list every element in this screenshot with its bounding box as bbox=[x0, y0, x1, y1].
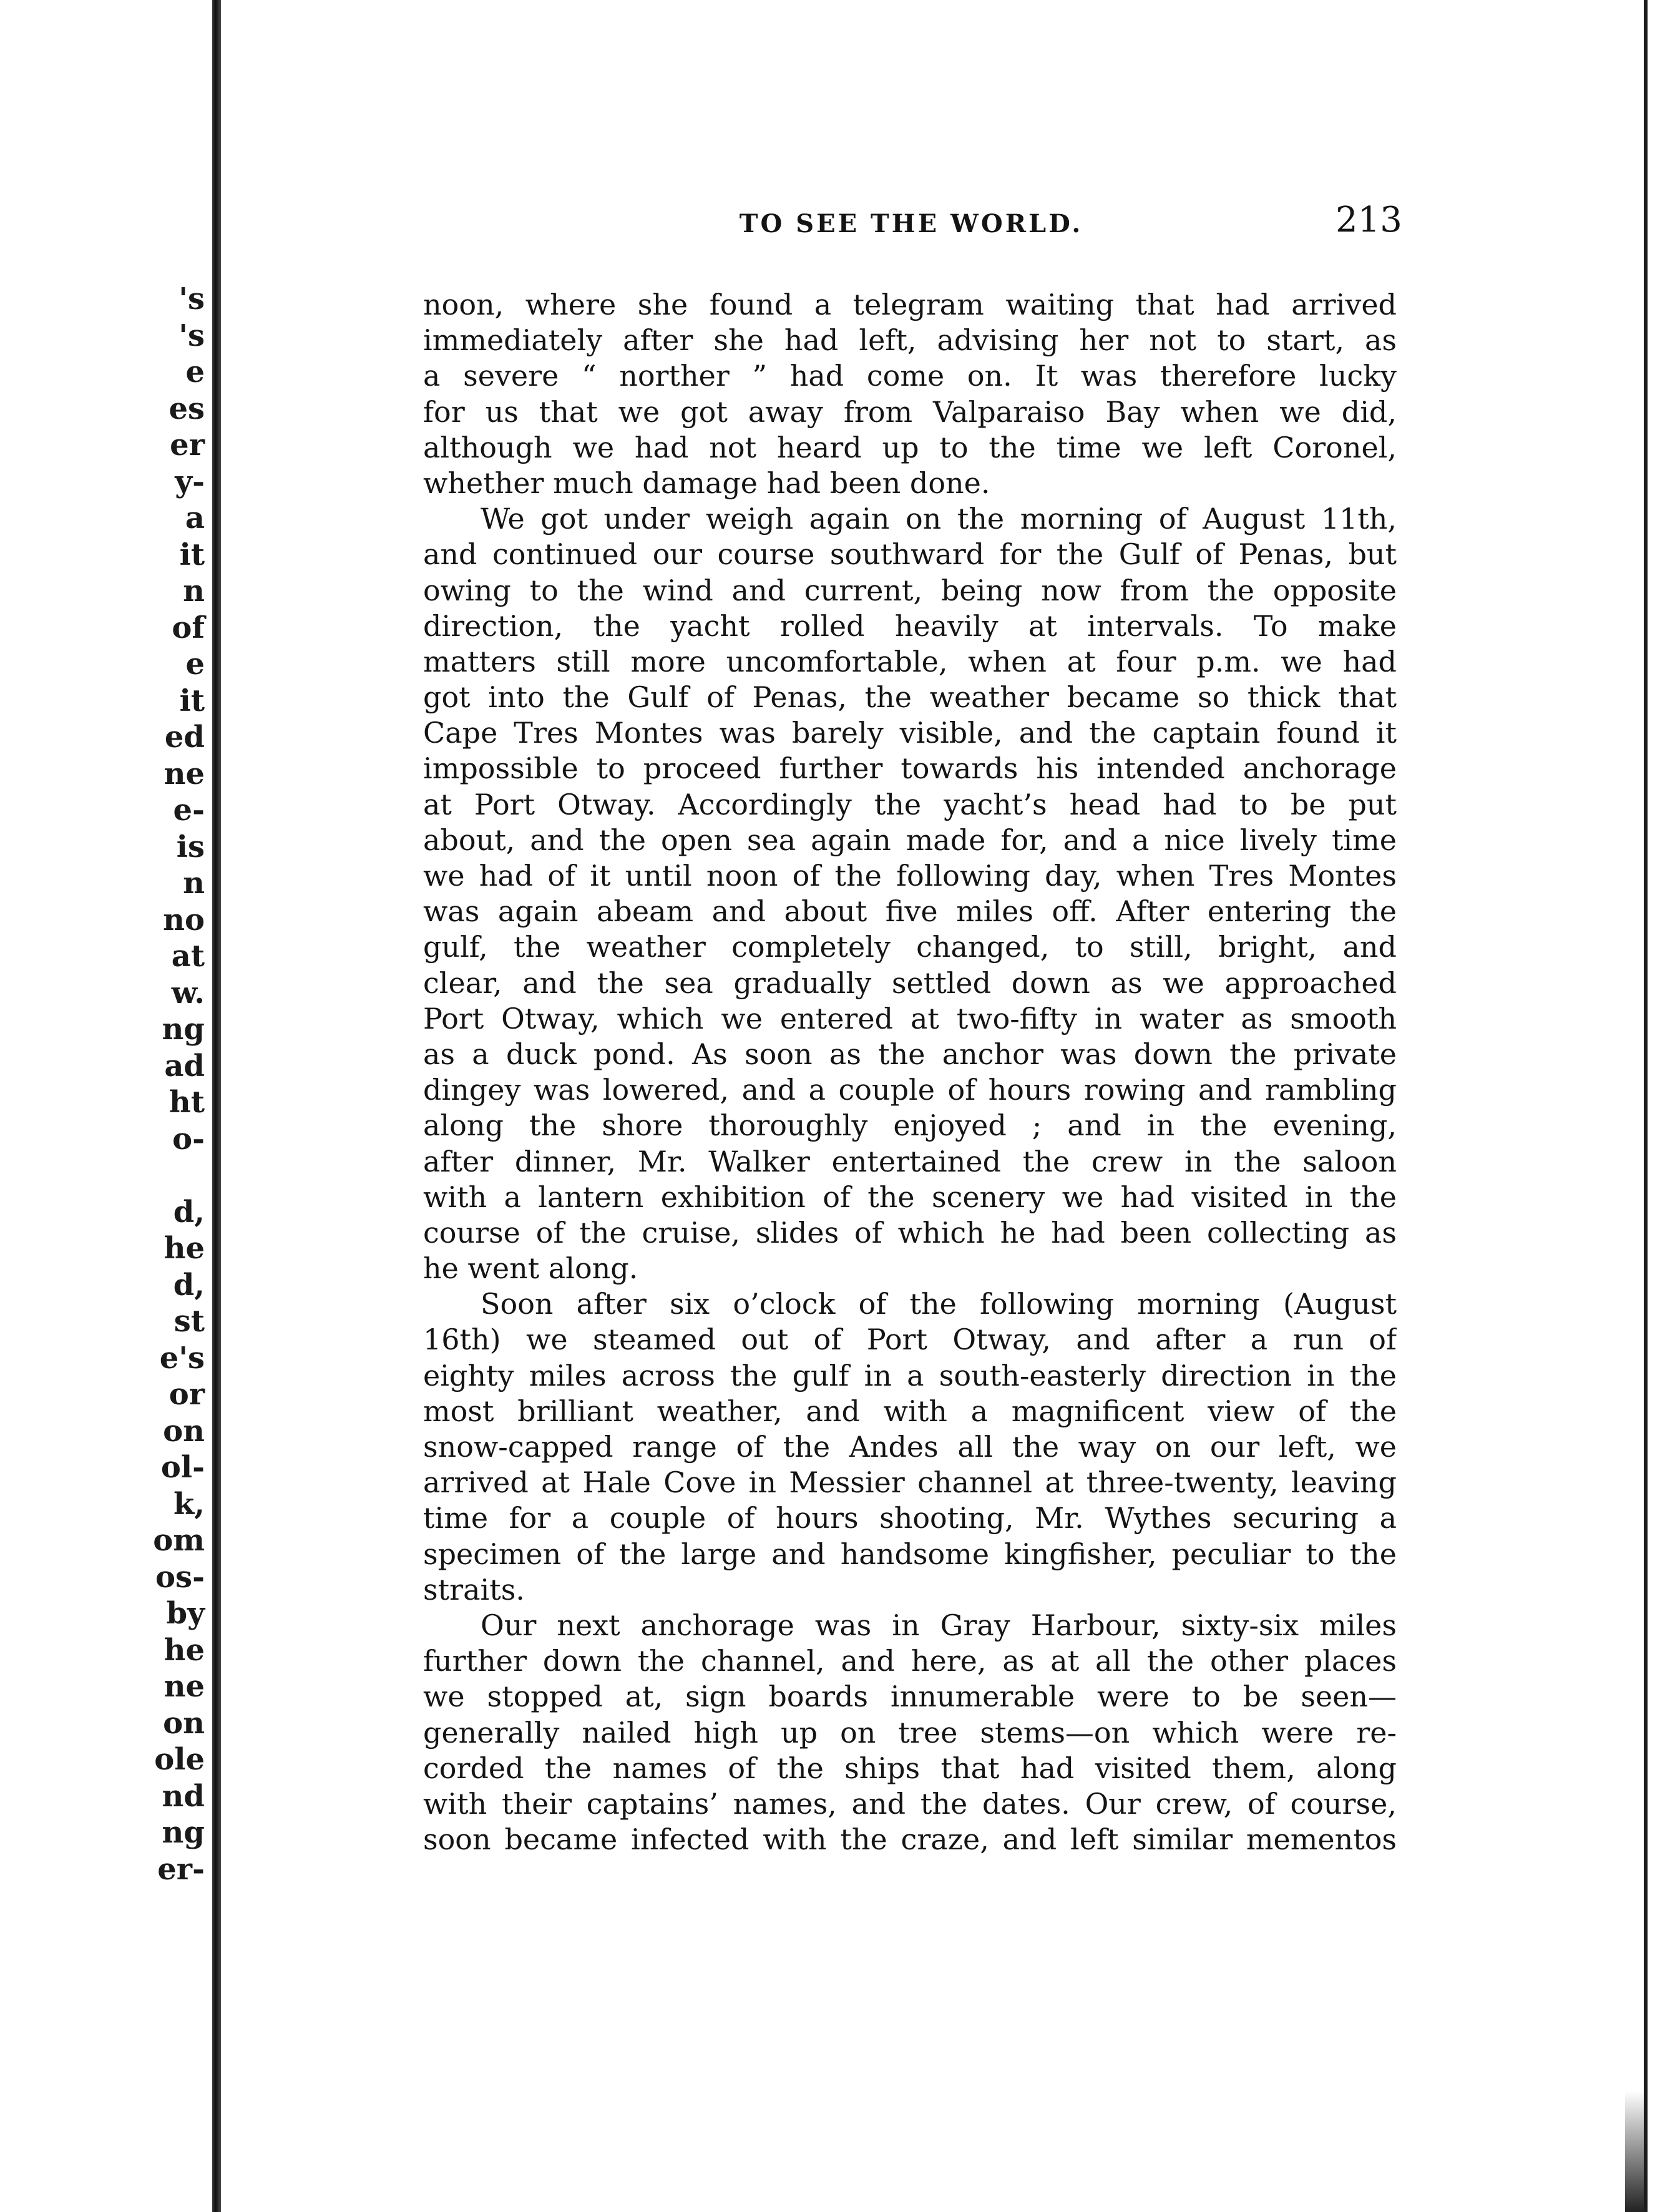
text-line: we had of it until noon of the following day, when Tres Montes bbox=[423, 859, 1397, 893]
facing-page-line-fragment: o- bbox=[172, 1121, 205, 1157]
text-line: generally nailed high up on tree stems—on which were re- bbox=[423, 1715, 1397, 1750]
facing-page-line-fragment: om bbox=[153, 1523, 205, 1558]
facing-page-line-fragment: es bbox=[168, 391, 205, 426]
facing-page-line-fragment: d, bbox=[173, 1267, 205, 1303]
text-line: after dinner, Mr. Walker entertained the crew in the saloon bbox=[423, 1144, 1397, 1178]
text-line: arrived at Hale Cove in Messier channel at three-twenty, leaving bbox=[423, 1466, 1397, 1500]
facing-page-line-fragment: n bbox=[183, 574, 205, 609]
text-line: Port Otway, which we entered at two-fifty in water as smooth bbox=[423, 1001, 1397, 1035]
facing-page-line-fragment: d, bbox=[173, 1194, 205, 1230]
text-line: as a duck pond. As soon as the anchor was down the private bbox=[423, 1037, 1397, 1071]
text-line: further down the channel, and here, as at all the other places bbox=[423, 1644, 1397, 1678]
facing-page-line-fragment: it bbox=[179, 537, 205, 572]
body-text bbox=[423, 287, 1397, 1857]
text-line: We got under weigh again on the morning of August 11th, bbox=[481, 502, 1397, 536]
facing-page-line-fragment: on bbox=[163, 1705, 205, 1741]
facing-page-line-fragment: ht bbox=[168, 1085, 205, 1120]
text-line: for us that we got away from Valparaiso Bay when we did, bbox=[423, 394, 1397, 429]
text-line: was again abeam and about five miles off. After entering the bbox=[423, 894, 1397, 929]
text-line: noon, where she found a telegram waiting that had arrived bbox=[423, 288, 1397, 321]
facing-page-fragment bbox=[0, 0, 212, 2212]
facing-page-line-fragment: st bbox=[173, 1304, 205, 1339]
text-line: a severe “ norther ” had come on. It was therefore lucky bbox=[423, 359, 1397, 393]
facing-page-line-fragment: w. bbox=[171, 975, 205, 1011]
facing-page-line-fragment: er- bbox=[157, 1851, 205, 1887]
text-line: matters still more uncomfortable, when at four p.m. we had bbox=[423, 644, 1397, 678]
text-line: course of the cruise, slides of which he had been collecting as bbox=[423, 1215, 1397, 1250]
text-line: most brilliant weather, and with a magnificent view of the bbox=[423, 1394, 1397, 1428]
text-line: eighty miles across the gulf in a south-easterly direction in the bbox=[423, 1358, 1397, 1392]
text-line: time for a couple of hours shooting, Mr. Wythes securing a bbox=[423, 1501, 1397, 1535]
text-line: about, and the open sea again made for, and a nice lively time bbox=[423, 823, 1397, 857]
facing-page-line-fragment: is bbox=[176, 829, 205, 864]
facing-page-line-fragment: 's bbox=[178, 318, 205, 353]
text-line: specimen of the large and handsome kingfisher, peculiar to the bbox=[423, 1537, 1397, 1571]
text-line: impossible to proceed further towards his intended anchorage bbox=[423, 751, 1397, 786]
text-line: Soon after six o’clock of the following morning (August bbox=[481, 1287, 1397, 1321]
facing-page-line-fragment: ed bbox=[164, 720, 205, 755]
facing-page-line-fragment: a bbox=[185, 501, 205, 536]
facing-page-line-fragment: on bbox=[163, 1413, 205, 1449]
running-head: TO SEE THE WORLD. bbox=[739, 209, 1083, 238]
facing-page-line-fragment: n bbox=[183, 866, 205, 901]
text-line: he went along. bbox=[423, 1251, 638, 1286]
facing-page-line-fragment: or bbox=[168, 1377, 205, 1412]
text-line: and continued our course southward for the Gulf of Penas, but bbox=[423, 537, 1397, 572]
book-gutter bbox=[212, 0, 221, 2212]
text-line: at Port Otway. Accordingly the yacht’s head had to be put bbox=[423, 787, 1397, 821]
text-line: snow-capped range of the Andes all the way on our left, we bbox=[423, 1430, 1397, 1464]
text-line: got into the Gulf of Penas, the weather became so thick that bbox=[423, 680, 1397, 715]
facing-page-line-fragment: e's bbox=[159, 1340, 205, 1376]
facing-page-line-fragment: 's bbox=[178, 281, 205, 316]
facing-page-line-fragment: os- bbox=[155, 1559, 205, 1595]
facing-page-line-fragment: by bbox=[166, 1596, 205, 1631]
text-line: soon became infected with the craze, and left similar mementos bbox=[423, 1823, 1397, 1857]
facing-page-line-fragment: it bbox=[179, 683, 205, 718]
facing-page-line-fragment: ol- bbox=[160, 1450, 205, 1485]
text-line: owing to the wind and current, being now from the opposite bbox=[423, 573, 1397, 607]
text-line: clear, and the sea gradually settled down as we approached bbox=[423, 966, 1397, 1000]
text-line: we stopped at, sign boards innumerable were to be seen— bbox=[423, 1680, 1397, 1714]
facing-page-line-fragment: e bbox=[185, 647, 205, 682]
text-line: gulf, the weather completely changed, to still, bright, and bbox=[423, 930, 1397, 964]
facing-page-line-fragment: ng bbox=[162, 1012, 205, 1047]
facing-page-line-fragment: y- bbox=[175, 464, 205, 499]
text-line: dingey was lowered, and a couple of hours rowing and rambling bbox=[423, 1073, 1397, 1107]
facing-page-line-fragment: no bbox=[163, 902, 205, 937]
facing-page-line-fragment: ne bbox=[164, 1669, 205, 1704]
text-line: 16th) we steamed out of Port Otway, and after a run of bbox=[423, 1323, 1397, 1357]
text-line: Our next anchorage was in Gray Harbour, sixty-six miles bbox=[481, 1608, 1397, 1642]
text-line: corded the names of the ships that had visited them, along bbox=[423, 1751, 1397, 1785]
page-number: 213 bbox=[1336, 200, 1402, 240]
facing-page-line-fragment: er bbox=[170, 428, 205, 462]
page-edge-shadow bbox=[1625, 2091, 1644, 2212]
facing-page-line-fragment: nd bbox=[162, 1778, 205, 1814]
facing-page-line-fragment: ad bbox=[164, 1048, 205, 1084]
facing-page-line-fragment: he bbox=[164, 1632, 205, 1668]
text-line: with a lantern exhibition of the scenery we had visited in the bbox=[423, 1180, 1397, 1214]
facing-page-line-fragment: ng bbox=[162, 1815, 205, 1850]
facing-page-line-fragment: k, bbox=[173, 1486, 205, 1522]
text-line: immediately after she had left, advising her not to start, as bbox=[423, 323, 1397, 358]
facing-page-line-fragment: ne bbox=[164, 756, 205, 791]
text-line: straits. bbox=[423, 1572, 525, 1607]
text-line: direction, the yacht rolled heavily at intervals. To make bbox=[423, 609, 1397, 643]
facing-page-line-fragment: he bbox=[164, 1231, 205, 1266]
text-line: along the shore thoroughly enjoyed ; and in the evening, bbox=[423, 1108, 1397, 1143]
facing-page-line-fragment: at bbox=[171, 939, 205, 974]
text-line: although we had not heard up to the time we left Coronel, bbox=[423, 430, 1397, 464]
facing-page-line-fragment: ole bbox=[154, 1742, 205, 1777]
facing-page-line-fragment: e bbox=[185, 355, 205, 389]
facing-page-line-fragment: of bbox=[172, 610, 205, 645]
page-edge bbox=[1644, 0, 1648, 2212]
text-line: with their captains’ names, and the dates. Our crew, of course, bbox=[423, 1786, 1397, 1821]
text-line: whether much damage had been done. bbox=[423, 466, 990, 500]
text-line: Cape Tres Montes was barely visible, and the captain found it bbox=[423, 716, 1397, 750]
facing-page-line-fragment: e- bbox=[173, 793, 205, 828]
